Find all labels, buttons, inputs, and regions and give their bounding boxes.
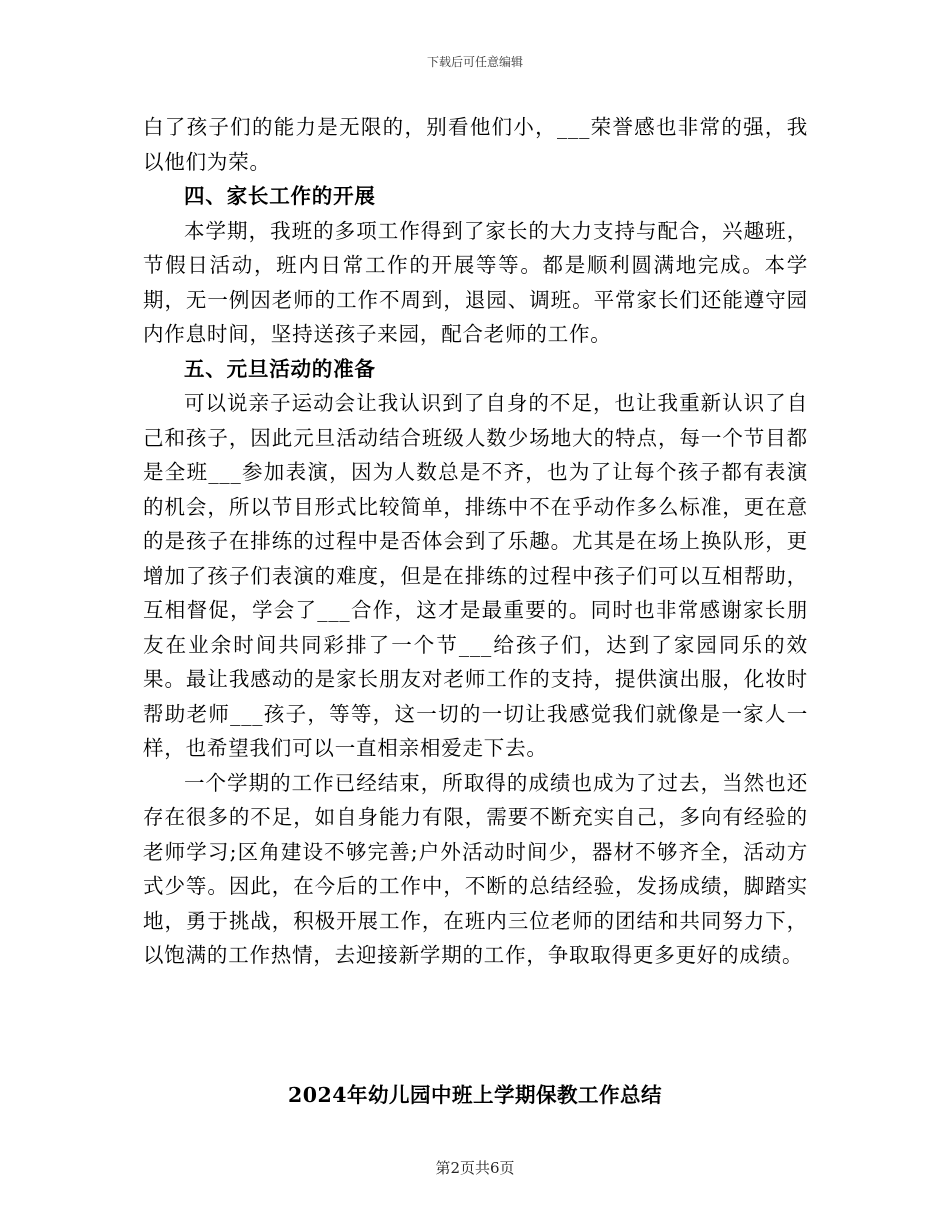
page-footer: 第2页共6页 <box>435 1159 515 1177</box>
section-heading-new-year-activity: 五、元旦活动的准备 <box>184 356 376 381</box>
paragraph-continued: 白了孩子们的能力是无限的，别看他们小，___荣誉感也非常的强，我以他们为荣。 <box>143 115 808 174</box>
paragraph-new-year-activity: 可以说亲子运动会让我认识到了自身的不足，也让我重新认识了自己和孩子，因此元旦活动结合班级人数少场地大的特点，每一个节目都是全班___参加表演，因为人数总是不齐，也为了让每个孩子都有表演的机会，所以节目形式比较简单，排练中不在乎动作多么标准，更在意的是孩子在排练的过程中是否体会到了乐趣。尤其是在场上换队形，更增加了孩子们表演的难度，但是在排练的过程中孩子们可以互相帮助，互相督促，学会了___合作，这才是最重要的。同时也非常感谢家长朋友在业余时间共同彩排了一个节___给孩子们，达到了家园同乐的效果。最让我感动的是家长朋友对老师工作的支持，提供演出服，化妆时帮助老师___孩子，等等，这一切的一切让我感觉我们就像是一家人一样，也希望我们可以一直相亲相爱走下去。 <box>143 391 808 760</box>
section-heading-parent-work: 四、家长工作的开展 <box>184 184 376 208</box>
page-header: 下载后可任意编辑 <box>426 55 523 69</box>
paragraph-parent-work: 本学期，我班的多项工作得到了家长的大力支持与配合，兴趣班，节假日活动，班内日常工作的开展等等。都是顺利圆满地完成。本学期，无一例因老师的工作不周到，退园、调班。平常家长们还能遵守园内作息时间，坚持送孩子来园，配合老师的工作。 <box>143 218 808 346</box>
next-document-title: 2024年幼儿园中班上学期保教工作总结 <box>287 1083 663 1107</box>
document-body <box>143 110 808 973</box>
paragraph-conclusion: 一个学期的工作已经结束，所取得的成绩也成为了过去，当然也还存在很多的不足，如自身能力有限，需要不断充实自己，多向有经验的老师学习;区角建设不够完善;户外活动时间少，器材不够齐全，活动方式少等。因此，在今后的工作中，不断的总结经验，发扬成绩，脚踏实地，勇于挑战，积极开展工作，在班内三位老师的团结和共同努力下，以饱满的工作热情，去迎接新学期的工作，争取取得更多更好的成绩。 <box>143 770 808 967</box>
